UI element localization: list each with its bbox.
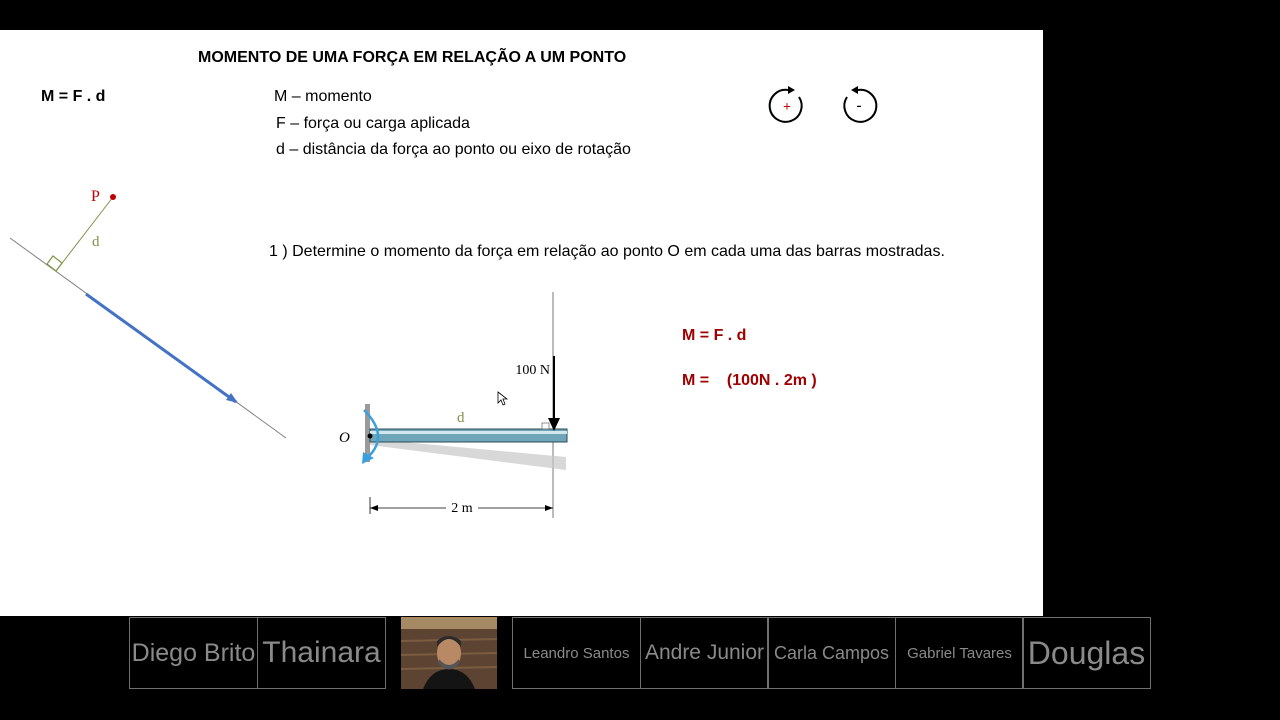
participant-tile-diego-brito[interactable]	[129, 617, 258, 689]
definition-f: F – força ou carga aplicada	[276, 115, 470, 132]
distance-label: d	[92, 234, 100, 250]
perpendicular-distance	[56, 197, 113, 271]
beam-shadow	[370, 439, 566, 470]
participant-tile-carla-campos[interactable]	[767, 617, 896, 689]
participant-name: Douglas	[1027, 634, 1146, 671]
participant-video[interactable]	[401, 617, 497, 689]
mouse-cursor-icon	[497, 391, 509, 407]
beam	[370, 429, 567, 442]
participant-tile-leandro-santos[interactable]	[512, 617, 641, 689]
point-p-marker	[110, 194, 116, 200]
right-angle-marker	[47, 256, 62, 271]
participant-name: Diego Brito	[131, 638, 256, 667]
definition-d: d – distância da força ao ponto ou eixo de rotação	[276, 141, 631, 158]
answer-calculation: M = (100N . 2m )	[682, 372, 817, 389]
point-o-marker	[368, 434, 373, 439]
participant-name: Andre Junior	[644, 641, 765, 664]
question-text: 1 ) Determine o momento da força em relação ao ponto O em cada uma das barras mostradas.	[269, 243, 945, 260]
beam-distance-label: d	[457, 410, 465, 426]
presentation-slide	[0, 30, 1043, 616]
cantilever-beam-diagram	[330, 292, 620, 520]
dimension-arrow-left	[370, 505, 378, 511]
answer-formula: M = F . d	[682, 327, 747, 344]
participant-name: Thainara	[262, 636, 381, 669]
force-label: 100 N	[515, 363, 550, 378]
point-p-label: P	[91, 188, 100, 205]
webcam-feed	[401, 617, 497, 689]
beam-highlight	[370, 431, 567, 434]
dimension-arrow-right	[545, 505, 553, 511]
beam-right-angle-marker	[542, 423, 549, 429]
participant-tile-douglas[interactable]	[1022, 617, 1151, 689]
clockwise-positive-icon	[766, 85, 808, 127]
participant-name: Carla Campos	[773, 642, 890, 663]
positive-sign: +	[783, 100, 791, 115]
origin-label: O	[339, 430, 350, 446]
negative-sign: -	[856, 98, 862, 114]
slide-title: MOMENTO DE UMA FORÇA EM RELAÇÃO A UM PONTO	[198, 49, 627, 66]
length-label: 2 m	[451, 501, 473, 516]
point-distance-diagram	[0, 170, 300, 450]
moment-formula: M = F . d	[41, 88, 106, 105]
force-vector	[86, 294, 236, 402]
definition-m: M – momento	[274, 88, 372, 105]
participant-tile-thainara[interactable]	[257, 617, 386, 689]
participant-tile-gabriel-tavares[interactable]	[895, 617, 1024, 689]
participant-name: Gabriel Tavares	[907, 644, 1012, 662]
participant-tile-andre-junior[interactable]	[640, 617, 769, 689]
participant-name: Leandro Santos	[523, 644, 630, 662]
counterclockwise-negative-icon	[838, 85, 880, 127]
participant-strip	[0, 616, 1280, 720]
